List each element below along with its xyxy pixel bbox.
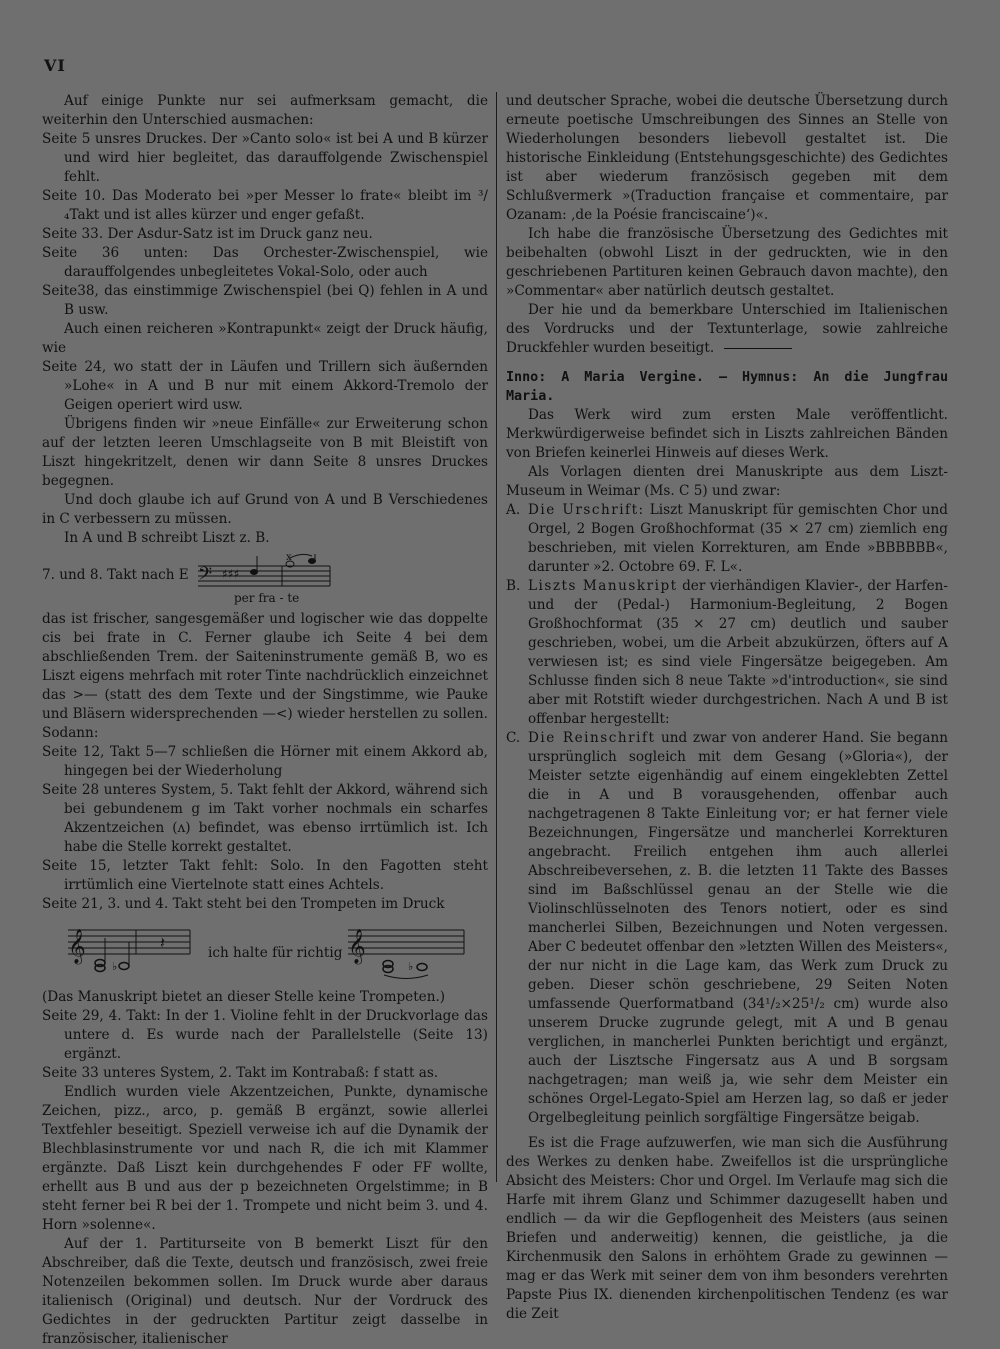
paragraph: Als Vorlagen dienten drei Manuskripte aus dem Liszt-Museum in Weimar (Ms. C 5) und zwar: bbox=[506, 464, 948, 499]
source-item-a bbox=[506, 501, 948, 577]
item-text: Liszt Manuskript für gemischten Chor und Orgel, 2 Bogen Großhochformat (35 × 27 cm) ziemlich eng beschrieben, mit vielen Korrekturen, am Ende »BBBBBB«, darunter »2. Octobre 69. F. L«. bbox=[528, 502, 948, 575]
paragraph: Endlich wurden viele Akzentzeichen, Punkte, dynamische Zeichen, pizz., arco, p. gemäß B ergänzt, sowie allerlei Textfehler beseitigt. Speziell verweise ich auf die Dynamik der Blechblasinstrumente vor und nach R, die ich mit Klammer ergänzte. Daß Liszt kein durchgehendes F oder FF wollte, erhellt aus B und aus der p bezeichneten Orgelstimme; in B steht ferner bei R bei der 1. Trompete und nicht beim 3. und 4. Horn »solenne«. bbox=[42, 1084, 488, 1233]
section-separator bbox=[724, 348, 792, 349]
paragraph-text: Der hie und da bemerkbare Unterschied im Italienischen des Vordrucks und der Textunterlage, sowie zahlreiche Druckfehler wurden beseitigt. bbox=[506, 302, 948, 356]
section-title: Inno: A Maria Vergine. — Hymnus: An die Jungfrau Maria. bbox=[506, 370, 948, 404]
svg-text:♯♯♯: ♯♯♯ bbox=[222, 567, 240, 581]
music-example-label: 7. und 8. Takt nach E bbox=[42, 567, 189, 583]
list-item: Seite 10. Das Moderato bei »per Messer lo frate« bleibt im ³/₄Takt und ist alles kürzer und enger gefaßt. bbox=[42, 188, 488, 223]
lyric-text: per fra - te bbox=[234, 591, 300, 605]
paragraph: Ich habe die französische Übersetzung des Gedichtes mit beibehalten (obwohl Liszt in der gedruckten, wie in den geschriebenen Partituren keinen Gebrauch davon machte), den »Commentar« aber natürlich deutsch gestaltet. bbox=[506, 226, 948, 299]
column-divider bbox=[496, 92, 497, 1182]
paragraph: (Das Manuskript bietet an dieser Stelle keine Trompeten.) bbox=[42, 989, 446, 1005]
item-heading: Liszts Manuskript bbox=[528, 578, 678, 594]
list-item: Seite38, das einstimmige Zwischenspiel (bei Q) fehlen in A und B usw. bbox=[42, 283, 488, 318]
svg-text:𝄞: 𝄞 bbox=[68, 929, 86, 964]
paragraph: Übrigens finden wir »neue Einfälle« zur Erweiterung schon auf der letzten leeren Umschlagseite von B mit Bleistift von Liszt hingekritzelt, denen wir dann Seite 8 unsres Druckes begegnen. bbox=[42, 416, 488, 489]
list-item: Seite 15, letzter Takt fehlt: Solo. In den Fagotten steht irrtümlich eine Viertelnote statt eines Achtels. bbox=[42, 858, 488, 893]
source-item-b bbox=[506, 577, 948, 729]
paragraph: Auf der 1. Partiturseite von B bemerkt Liszt für den Abschreiber, daß die Texte, deutsch und französisch, zwei freie Notenzeilen bekommen sollen. Im Druck wurde aber daraus italienisch (Original) und deutsch. Nur der Vordruck des Gedichtes in der gedruckten Partitur zeigt dasselbe in französischer, italienischer bbox=[42, 1236, 488, 1347]
svg-text:𝄢: 𝄢 bbox=[198, 564, 213, 589]
item-label: A. bbox=[506, 502, 521, 518]
treble-staff-figure-print bbox=[64, 920, 194, 980]
paragraph: In A und B schreibt Liszt z. B. bbox=[64, 530, 270, 546]
list-item: Seite 36 unten: Das Orchester-Zwischenspiel, wie darauffolgendes unbegleitetes Vokal-Solo, oder auch bbox=[42, 245, 488, 280]
paragraph bbox=[506, 301, 948, 358]
svg-text:♭: ♭ bbox=[112, 960, 118, 973]
page-number: VI bbox=[44, 56, 66, 75]
list-item: Seite 21, 3. und 4. Takt steht bei den Trompeten im Druck bbox=[42, 896, 445, 912]
left-column bbox=[42, 92, 488, 1349]
paragraph: Es ist die Frage aufzuwerfen, wie man sich die Ausführung des Werkes zu denken habe. Zweifellos ist die ursprüngliche Absicht des Meisters: Chor und Orgel. Im Verlaufe mag sich die Harfe mit ihrem Glanz und Schimmer dazugesellt haben und endlich — da wir die Gepflogenheit des Meisters (aus seinen Briefen und anderweitig) kennen, die geistliche, ja die Kirchenmusik den Salons in erhöhtem Grade zu gewinnen — mag er das Werk mit seiner dem von ihm besonders verehrten Papste Pius IX. dienenden kirchenpolitischen Tendenz (es war die Zeit bbox=[506, 1135, 948, 1322]
paragraph: Das Werk wird zum ersten Male veröffentlicht. Merkwürdigerweise befindet sich in Liszts zahlreichen Bänden von Briefen keinerlei Hinweis auf dieses Werk. bbox=[506, 407, 948, 461]
item-heading: Die Reinschrift bbox=[528, 730, 656, 746]
music-example-caption: ich halte für richtig bbox=[208, 945, 343, 961]
list-item: Seite 5 unsres Druckes. Der »Canto solo« ist bei A und B kürzer und wird hier begleitet, das darauffolgende Zwischenspiel fehlt. bbox=[42, 131, 488, 185]
right-column bbox=[506, 92, 948, 1324]
list-item: Seite 28 unteres System, 5. Takt fehlt der Akkord, während sich bei gebundenem g im Takt vorher nochmals ein scharfes Akzentzeichen (ʌ) befindet, was ebenso irrtümlich ist. Ich habe die Stelle korrekt gestaltet. bbox=[42, 782, 488, 855]
list-item: Seite 33 unteres System, 2. Takt im Kontrabaß: f statt as. bbox=[42, 1065, 439, 1081]
list-item: Seite 12, Takt 5—7 schließen die Hörner mit einem Akkord ab, hingegen bei der Wiederholung bbox=[42, 744, 488, 779]
bass-staff-figure bbox=[194, 552, 334, 606]
paragraph: und deutscher Sprache, wobei die deutsche Übersetzung durch erneute poetische Umschreibungen des Sinnes an Stelle von Wiederholungen besonders liebevoll gestaltet ist. Die historische Einkleidung (Entstehungsgeschichte) des Gedichtes ist aber wiederum französisch gegeben mit dem Schlußvermerk »(Traduction française et commentaire, par Ozanam: ‚de la Poésie franciscaine‘)«. bbox=[506, 93, 948, 223]
list-item: Seite 24, wo statt der in Läufen und Trillern sich äußernden »Lohe« in A und B nur mit einem Akkord-Tremolo der Geigen operiert wird usw. bbox=[42, 359, 488, 413]
source-item-c bbox=[506, 729, 948, 1128]
paragraph: das ist frischer, sangesgemäßer und logischer wie das doppelte cis bei frate in C. Ferner glaube ich Seite 4 bei dem abschließenden Trem. der Saiteninstrumente gemäß B, wo es Liszt eigens mehrfach mit roter Tinte nachdrücklich einzeichnet das >— (statt des dem Texte und der Singstimme, wie Pauke und Bläsern widersprechenden —<) wieder herstellen zu sollen. Sodann: bbox=[42, 611, 488, 741]
item-text: der vierhändigen Klavier-, der Harfen- und der (Pedal-) Harmonium-Begleitung, 2 Bogen Großhochformat (35 × 27 cm) deutlich und sauber geschrieben, wobei, um die Arbeit abzukürzen, öfters auf A verwiesen ist; es sind viele Fingersätze beigegeben. Am Schlusse finden sich 8 neue Takte »d'introduction«, sie sind aber mit Rotstift wieder durchgestrichen. Nach A und B ist offenbar hergestellt: bbox=[528, 578, 948, 727]
svg-text:𝄞: 𝄞 bbox=[348, 929, 366, 964]
paragraph: Auch einen reicheren »Kontrapunkt« zeigt der Druck häufig, wie bbox=[42, 321, 488, 356]
svg-text:x: x bbox=[286, 552, 292, 563]
music-example-1 bbox=[42, 552, 488, 606]
paragraph: Auf einige Punkte nur sei aufmerksam gemacht, die weiterhin den Unterschied ausmachen: bbox=[42, 93, 488, 128]
item-heading: Die Urschrift: bbox=[528, 502, 645, 518]
list-item: Seite 33. Der Asdur-Satz ist im Druck ganz neu. bbox=[42, 226, 373, 242]
music-example-2 bbox=[42, 920, 488, 982]
svg-text:𝄽: 𝄽 bbox=[160, 933, 165, 952]
paragraph: Und doch glaube ich auf Grund von A und B Verschiedenes in C verbessern zu müssen. bbox=[42, 492, 488, 527]
item-label: C. bbox=[506, 730, 521, 746]
svg-text:♭: ♭ bbox=[408, 960, 414, 973]
treble-staff-figure-correct bbox=[344, 920, 468, 982]
item-text: und zwar von anderer Hand. Sie begann ursprünglich sogleich mit dem Gesang (»Gloria«), der Meister setzte eigenhändig auf einem eingeklebten Zettel die in A und B vorausgehenden, offenbar auch nachgetragenen 8 Takte Einleitung vor; er hat ferner viele Bezeichnungen, Fingersätze und mancherlei Korrekturen angebracht. Freilich entgehen ihm auch allerlei Abschreibeversehen, z. B. die letzten 11 Takte des Basses sind im Baßschlüssel genau an der Stelle wie die Violinschlüsselnoten des Tenors notiert, oder es sind mancherlei Silben, Bezeichnungen und Noten vergessen. Aber C bedeutet offenbar den »letzten Willen des Meisters«, der nur nicht in die Lage kam, das Werk zum Druck zu geben. Dieser schön geschriebene, 29 Seiten Noten umfassende Querformatband (34¹/₂×25¹/₂ cm) wurde also unserem Drucke zugrunde gelegt, mit A und B genau verglichen, in mancherlei Punkten berichtigt und ergänzt, auch der Lisztsche Fingersatz aus A und B sorgsam nachgetragen; man weiß ja, wie sehr dem Meister ein schönes Orgel-Legato-Spiel am Herzen lag, so daß er jeder Orgelbegleitung peinlich sorgfältige Fingersätze beigab. bbox=[528, 730, 948, 1126]
item-label: B. bbox=[506, 578, 521, 594]
list-item: Seite 29, 4. Takt: In der 1. Violine fehlt in der Druckvorlage das untere d. Es wurde nach der Parallelstelle (Seite 13) ergänzt. bbox=[42, 1008, 488, 1062]
